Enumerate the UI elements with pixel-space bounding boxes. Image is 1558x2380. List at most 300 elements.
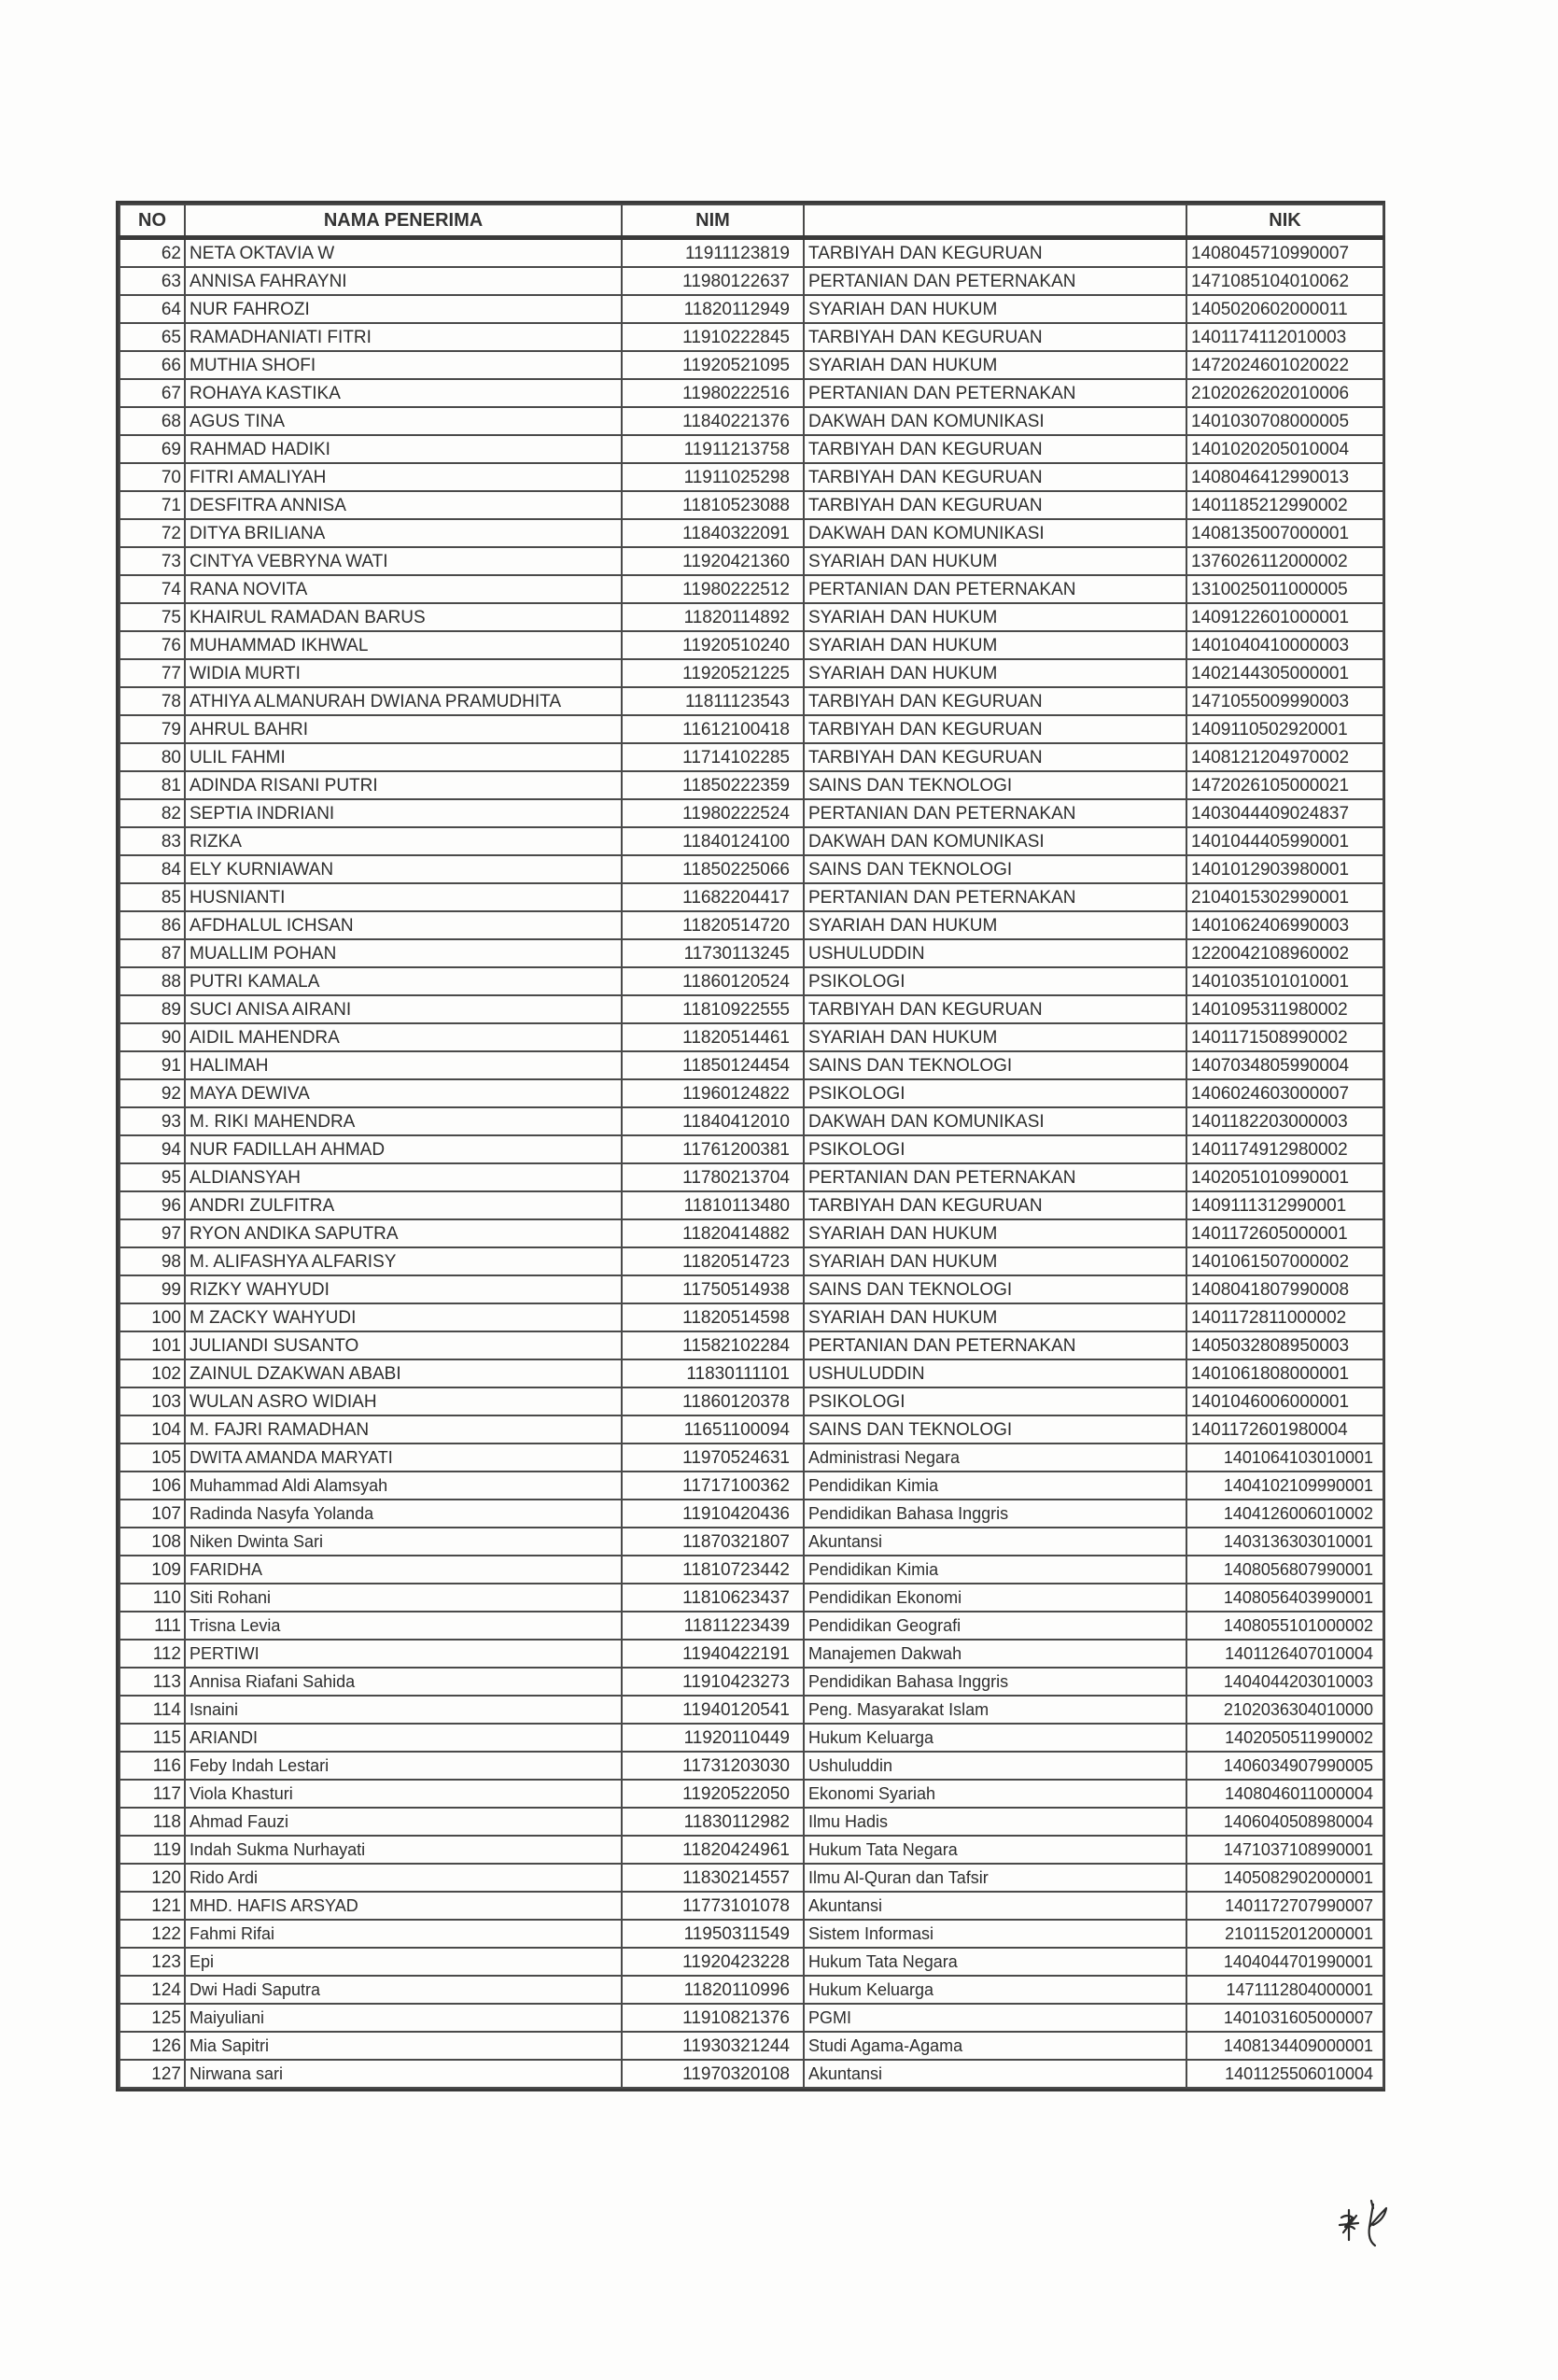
- table-row: [119, 1836, 1383, 1864]
- nim-value: 11761200381: [622, 1135, 804, 1163]
- table-row: [119, 743, 1383, 771]
- nim-value: 11910222845: [622, 323, 804, 351]
- nim-value: 11920421360: [622, 547, 804, 575]
- faculty-value: PERTANIAN DAN PETERNAKAN: [804, 575, 1186, 603]
- recipient-name: Muhammad Aldi Alamsyah: [185, 1472, 622, 1500]
- nik-value: 1401062406990003: [1186, 911, 1383, 939]
- nik-value: 1401040410000003: [1186, 631, 1383, 659]
- table-row: [119, 603, 1383, 631]
- row-no: 100: [119, 1303, 185, 1331]
- table-row: [119, 1528, 1383, 1556]
- nik-value: 1406040508980004: [1186, 1808, 1383, 1836]
- nim-value: 11820414882: [622, 1219, 804, 1247]
- nim-value: 11820424961: [622, 1836, 804, 1864]
- nik-value: 1405082902000001: [1186, 1864, 1383, 1892]
- row-no: 64: [119, 295, 185, 323]
- recipient-name: MUTHIA SHOFI: [185, 351, 622, 379]
- row-no: 109: [119, 1556, 185, 1584]
- row-no: 107: [119, 1500, 185, 1528]
- nim-value: 11714102285: [622, 743, 804, 771]
- recipient-name: ULIL FAHMI: [185, 743, 622, 771]
- nim-value: 11930321244: [622, 2032, 804, 2060]
- header-no: NO: [119, 204, 185, 238]
- nim-value: 11860120378: [622, 1387, 804, 1415]
- nik-value: 1408055101000002: [1186, 1612, 1383, 1640]
- table-body: [119, 238, 1383, 2089]
- table-row: [119, 491, 1383, 519]
- table-row: [119, 1472, 1383, 1500]
- table-row: [119, 1219, 1383, 1247]
- nik-value: 1401174112010003: [1186, 323, 1383, 351]
- nik-value: 2104015302990001: [1186, 883, 1383, 911]
- table-row: [119, 995, 1383, 1023]
- row-no: 79: [119, 715, 185, 743]
- nim-value: 11920522050: [622, 1780, 804, 1808]
- table-row: [119, 1892, 1383, 1920]
- nik-value: 1401171508990002: [1186, 1023, 1383, 1051]
- nik-value: 1409122601000001: [1186, 603, 1383, 631]
- nik-value: 1376026112000002: [1186, 547, 1383, 575]
- table-row: [119, 323, 1383, 351]
- row-no: 89: [119, 995, 185, 1023]
- nik-value: 1401061808000001: [1186, 1359, 1383, 1387]
- faculty-value: Akuntansi: [804, 1528, 1186, 1556]
- nim-value: 11820514598: [622, 1303, 804, 1331]
- row-no: 125: [119, 2004, 185, 2032]
- recipient-name: M ZACKY WAHYUDI: [185, 1303, 622, 1331]
- faculty-value: SYARIAH DAN HUKUM: [804, 547, 1186, 575]
- faculty-value: SYARIAH DAN HUKUM: [804, 1303, 1186, 1331]
- row-no: 69: [119, 435, 185, 463]
- nik-value: 1405020602000011: [1186, 295, 1383, 323]
- faculty-value: SYARIAH DAN HUKUM: [804, 631, 1186, 659]
- faculty-value: Administrasi Negara: [804, 1443, 1186, 1472]
- row-no: 124: [119, 1976, 185, 2004]
- nim-value: 11840124100: [622, 827, 804, 855]
- table-row: [119, 1808, 1383, 1836]
- faculty-value: Pendidikan Bahasa Inggris: [804, 1500, 1186, 1528]
- header-nim: NIM: [622, 204, 804, 238]
- row-no: 123: [119, 1948, 185, 1976]
- nim-value: 11920110449: [622, 1724, 804, 1752]
- recipient-name: Radinda Nasyfa Yolanda: [185, 1500, 622, 1528]
- row-no: 116: [119, 1752, 185, 1780]
- row-no: 94: [119, 1135, 185, 1163]
- table-row: [119, 1556, 1383, 1584]
- nim-value: 11820514723: [622, 1247, 804, 1275]
- faculty-value: SAINS DAN TEKNOLOGI: [804, 855, 1186, 883]
- nim-value: 11810922555: [622, 995, 804, 1023]
- nik-value: 1401174912980002: [1186, 1135, 1383, 1163]
- faculty-value: Ushuluddin: [804, 1752, 1186, 1780]
- recipient-name: NUR FAHROZI: [185, 295, 622, 323]
- faculty-value: TARBIYAH DAN KEGURUAN: [804, 323, 1186, 351]
- faculty-value: SYARIAH DAN HUKUM: [804, 1219, 1186, 1247]
- row-no: 114: [119, 1696, 185, 1724]
- recipient-name: ARIANDI: [185, 1724, 622, 1752]
- recipient-name: Isnaini: [185, 1696, 622, 1724]
- faculty-value: TARBIYAH DAN KEGURUAN: [804, 687, 1186, 715]
- recipient-name: NUR FADILLAH AHMAD: [185, 1135, 622, 1163]
- table-row: [119, 1864, 1383, 1892]
- table-row: [119, 1584, 1383, 1612]
- row-no: 105: [119, 1443, 185, 1472]
- recipient-name: ATHIYA ALMANURAH DWIANA PRAMUDHITA: [185, 687, 622, 715]
- nim-value: 11810623437: [622, 1584, 804, 1612]
- recipient-name: CINTYA VEBRYNA WATI: [185, 547, 622, 575]
- faculty-value: Studi Agama-Agama: [804, 2032, 1186, 2060]
- table-row: [119, 1275, 1383, 1303]
- faculty-value: SYARIAH DAN HUKUM: [804, 1247, 1186, 1275]
- recipient-name: M. FAJRI RAMADHAN: [185, 1415, 622, 1443]
- recipient-name: Trisna Levia: [185, 1612, 622, 1640]
- recipient-name: RANA NOVITA: [185, 575, 622, 603]
- recipient-name: DWITA AMANDA MARYATI: [185, 1443, 622, 1472]
- table-row: [119, 435, 1383, 463]
- table-row: [119, 1387, 1383, 1415]
- nik-value: 1408046412990013: [1186, 463, 1383, 491]
- nik-value: 1404044203010003: [1186, 1668, 1383, 1696]
- nik-value: 1401035101010001: [1186, 967, 1383, 995]
- table-row: [119, 939, 1383, 967]
- nim-value: 11911123819: [622, 238, 804, 268]
- table-row: [119, 1023, 1383, 1051]
- nim-value: 11810723442: [622, 1556, 804, 1584]
- row-no: 86: [119, 911, 185, 939]
- nik-value: 1401095311980002: [1186, 995, 1383, 1023]
- table-row: [119, 1359, 1383, 1387]
- nik-value: 1406034907990005: [1186, 1752, 1383, 1780]
- table-row: [119, 1640, 1383, 1668]
- row-no: 72: [119, 519, 185, 547]
- faculty-value: PERTANIAN DAN PETERNAKAN: [804, 1163, 1186, 1191]
- recipient-name: Maiyuliani: [185, 2004, 622, 2032]
- nim-value: 11850124454: [622, 1051, 804, 1079]
- row-no: 80: [119, 743, 185, 771]
- nik-value: 1402144305000001: [1186, 659, 1383, 687]
- nik-value: 1401126407010004: [1186, 1640, 1383, 1668]
- nim-value: 11910423273: [622, 1668, 804, 1696]
- table-row: [119, 1696, 1383, 1724]
- recipient-name: AGUS TINA: [185, 407, 622, 435]
- table-row: [119, 519, 1383, 547]
- nik-value: 1401172605000001: [1186, 1219, 1383, 1247]
- nik-value: 1310025011000005: [1186, 575, 1383, 603]
- header-faculty: [804, 204, 1186, 238]
- nim-value: 11830111101: [622, 1359, 804, 1387]
- faculty-value: Ilmu Hadis: [804, 1808, 1186, 1836]
- faculty-value: Pendidikan Kimia: [804, 1556, 1186, 1584]
- recipient-name: MUHAMMAD IKHWAL: [185, 631, 622, 659]
- nim-value: 11870321807: [622, 1528, 804, 1556]
- recipient-name: FARIDHA: [185, 1556, 622, 1584]
- nim-value: 11920521225: [622, 659, 804, 687]
- nim-value: 11910420436: [622, 1500, 804, 1528]
- nik-value: 1471085104010062: [1186, 267, 1383, 295]
- nik-value: 1471112804000001: [1186, 1976, 1383, 2004]
- faculty-value: Hukum Keluarga: [804, 1724, 1186, 1752]
- recipient-name: RAMADHANIATI FITRI: [185, 323, 622, 351]
- faculty-value: SYARIAH DAN HUKUM: [804, 351, 1186, 379]
- faculty-value: Akuntansi: [804, 2060, 1186, 2088]
- nim-value: 11920521095: [622, 351, 804, 379]
- row-no: 67: [119, 379, 185, 407]
- recipient-name: PERTIWI: [185, 1640, 622, 1668]
- nim-value: 11911213758: [622, 435, 804, 463]
- nik-value: 1403136303010001: [1186, 1528, 1383, 1556]
- table-row: [119, 1107, 1383, 1135]
- nik-value: 2102026202010006: [1186, 379, 1383, 407]
- nik-value: 1408045710990007: [1186, 238, 1383, 268]
- nik-value: 2101152012000001: [1186, 1920, 1383, 1948]
- faculty-value: DAKWAH DAN KOMUNIKASI: [804, 519, 1186, 547]
- nik-value: 1408056807990001: [1186, 1556, 1383, 1584]
- row-no: 92: [119, 1079, 185, 1107]
- nik-value: 1409110502920001: [1186, 715, 1383, 743]
- nim-value: 11940120541: [622, 1696, 804, 1724]
- table-row: [119, 911, 1383, 939]
- nik-value: 1403044409024837: [1186, 799, 1383, 827]
- faculty-value: TARBIYAH DAN KEGURUAN: [804, 1191, 1186, 1219]
- faculty-value: PERTANIAN DAN PETERNAKAN: [804, 883, 1186, 911]
- recipient-name: Rido Ardi: [185, 1864, 622, 1892]
- faculty-value: USHULUDDIN: [804, 1359, 1186, 1387]
- recipient-name: RIZKY WAHYUDI: [185, 1275, 622, 1303]
- nik-value: 1401185212990002: [1186, 491, 1383, 519]
- faculty-value: SYARIAH DAN HUKUM: [804, 911, 1186, 939]
- row-no: 71: [119, 491, 185, 519]
- nik-value: 1408135007000001: [1186, 519, 1383, 547]
- row-no: 127: [119, 2060, 185, 2088]
- recipient-name: RAHMAD HADIKI: [185, 435, 622, 463]
- nik-value: 1402050511990002: [1186, 1724, 1383, 1752]
- nik-value: 1471037108990001: [1186, 1836, 1383, 1864]
- faculty-value: TARBIYAH DAN KEGURUAN: [804, 743, 1186, 771]
- row-no: 118: [119, 1808, 185, 1836]
- row-no: 102: [119, 1359, 185, 1387]
- nik-value: 1401031605000007: [1186, 2004, 1383, 2032]
- nik-value: 1408121204970002: [1186, 743, 1383, 771]
- nik-value: 1404044701990001: [1186, 1948, 1383, 1976]
- faculty-value: Pendidikan Geografi: [804, 1612, 1186, 1640]
- nim-value: 11970524631: [622, 1443, 804, 1472]
- table-row: [119, 547, 1383, 575]
- row-no: 84: [119, 855, 185, 883]
- nim-value: 11920510240: [622, 631, 804, 659]
- recipient-name: PUTRI KAMALA: [185, 967, 622, 995]
- table-row: [119, 351, 1383, 379]
- row-no: 120: [119, 1864, 185, 1892]
- nim-value: 11840322091: [622, 519, 804, 547]
- row-no: 78: [119, 687, 185, 715]
- nim-value: 11820514720: [622, 911, 804, 939]
- nim-value: 11651100094: [622, 1415, 804, 1443]
- recipient-name: SUCI ANISA AIRANI: [185, 995, 622, 1023]
- table-row: [119, 1443, 1383, 1472]
- recipient-name: ELY KURNIAWAN: [185, 855, 622, 883]
- table-row: [119, 2004, 1383, 2032]
- table-row: [119, 1051, 1383, 1079]
- row-no: 73: [119, 547, 185, 575]
- recipient-name: Annisa Riafani Sahida: [185, 1668, 622, 1696]
- recipient-name: M. ALIFASHYA ALFARISY: [185, 1247, 622, 1275]
- faculty-value: PERTANIAN DAN PETERNAKAN: [804, 1331, 1186, 1359]
- nik-value: 1408134409000001: [1186, 2032, 1383, 2060]
- table-row: [119, 715, 1383, 743]
- nik-value: 1404126006010002: [1186, 1500, 1383, 1528]
- faculty-value: Sistem Informasi: [804, 1920, 1186, 1948]
- nik-value: 1401125506010004: [1186, 2060, 1383, 2088]
- nik-value: 1401172601980004: [1186, 1415, 1383, 1443]
- recipient-name: AFDHALUL ICHSAN: [185, 911, 622, 939]
- row-no: 111: [119, 1612, 185, 1640]
- recipient-name: AIDIL MAHENDRA: [185, 1023, 622, 1051]
- table-row: [119, 463, 1383, 491]
- nik-value: 1471055009990003: [1186, 687, 1383, 715]
- row-no: 115: [119, 1724, 185, 1752]
- faculty-value: TARBIYAH DAN KEGURUAN: [804, 995, 1186, 1023]
- nim-value: 11840221376: [622, 407, 804, 435]
- faculty-value: SAINS DAN TEKNOLOGI: [804, 771, 1186, 799]
- row-no: 121: [119, 1892, 185, 1920]
- row-no: 106: [119, 1472, 185, 1500]
- recipient-name: ROHAYA KASTIKA: [185, 379, 622, 407]
- nim-value: 11850222359: [622, 771, 804, 799]
- nik-value: 1401020205010004: [1186, 435, 1383, 463]
- recipient-name: ALDIANSYAH: [185, 1163, 622, 1191]
- row-no: 119: [119, 1836, 185, 1864]
- nim-value: 11830214557: [622, 1864, 804, 1892]
- recipient-name: M. RIKI MAHENDRA: [185, 1107, 622, 1135]
- faculty-value: TARBIYAH DAN KEGURUAN: [804, 463, 1186, 491]
- table-row: [119, 379, 1383, 407]
- row-no: 96: [119, 1191, 185, 1219]
- header-nik: NIK: [1186, 204, 1383, 238]
- recipient-name: WULAN ASRO WIDIAH: [185, 1387, 622, 1415]
- row-no: 74: [119, 575, 185, 603]
- row-no: 66: [119, 351, 185, 379]
- faculty-value: SYARIAH DAN HUKUM: [804, 603, 1186, 631]
- row-no: 99: [119, 1275, 185, 1303]
- nim-value: 11811223439: [622, 1612, 804, 1640]
- faculty-value: TARBIYAH DAN KEGURUAN: [804, 238, 1186, 268]
- nim-value: 11810113480: [622, 1191, 804, 1219]
- nim-value: 11682204417: [622, 883, 804, 911]
- table-row: [119, 1948, 1383, 1976]
- recipient-table-container: [116, 201, 1385, 2091]
- recipient-name: MAYA DEWIVA: [185, 1079, 622, 1107]
- nim-value: 11980122637: [622, 267, 804, 295]
- row-no: 90: [119, 1023, 185, 1051]
- table-row: [119, 1303, 1383, 1331]
- table-row: [119, 967, 1383, 995]
- recipient-name: SEPTIA INDRIANI: [185, 799, 622, 827]
- row-no: 62: [119, 238, 185, 268]
- nik-value: 1408056403990001: [1186, 1584, 1383, 1612]
- row-no: 126: [119, 2032, 185, 2060]
- recipient-name: Siti Rohani: [185, 1584, 622, 1612]
- faculty-value: Ilmu Al-Quran dan Tafsir: [804, 1864, 1186, 1892]
- faculty-value: Pendidikan Kimia: [804, 1472, 1186, 1500]
- nik-value: 1406024603000007: [1186, 1079, 1383, 1107]
- faculty-value: TARBIYAH DAN KEGURUAN: [804, 715, 1186, 743]
- faculty-value: Pendidikan Bahasa Inggris: [804, 1668, 1186, 1696]
- recipient-name: Ahmad Fauzi: [185, 1808, 622, 1836]
- row-no: 95: [119, 1163, 185, 1191]
- faculty-value: SAINS DAN TEKNOLOGI: [804, 1415, 1186, 1443]
- nik-value: 1401061507000002: [1186, 1247, 1383, 1275]
- nik-value: 1405032808950003: [1186, 1331, 1383, 1359]
- row-no: 122: [119, 1920, 185, 1948]
- faculty-value: SYARIAH DAN HUKUM: [804, 295, 1186, 323]
- recipient-name: KHAIRUL RAMADAN BARUS: [185, 603, 622, 631]
- faculty-value: Pendidikan Ekonomi: [804, 1584, 1186, 1612]
- row-no: 82: [119, 799, 185, 827]
- nim-value: 11731203030: [622, 1752, 804, 1780]
- faculty-value: PERTANIAN DAN PETERNAKAN: [804, 267, 1186, 295]
- table-row: [119, 771, 1383, 799]
- table-row: [119, 2032, 1383, 2060]
- recipient-name: Nirwana sari: [185, 2060, 622, 2088]
- table-row: [119, 659, 1383, 687]
- table-header-row: [119, 204, 1383, 238]
- nim-value: 11910821376: [622, 2004, 804, 2032]
- recipient-name: FITRI AMALIYAH: [185, 463, 622, 491]
- nim-value: 11980222524: [622, 799, 804, 827]
- table-row: [119, 238, 1383, 268]
- faculty-value: Manajemen Dakwah: [804, 1640, 1186, 1668]
- recipient-name: NETA OKTAVIA W: [185, 238, 622, 268]
- recipient-name: Fahmi Rifai: [185, 1920, 622, 1948]
- faculty-value: PSIKOLOGI: [804, 967, 1186, 995]
- nik-value: 1401030708000005: [1186, 407, 1383, 435]
- nim-value: 11960124822: [622, 1079, 804, 1107]
- recipient-name: HALIMAH: [185, 1051, 622, 1079]
- table-row: [119, 1612, 1383, 1640]
- faculty-value: Peng. Masyarakat Islam: [804, 1696, 1186, 1724]
- nim-value: 11810523088: [622, 491, 804, 519]
- row-no: 75: [119, 603, 185, 631]
- nik-value: 1402051010990001: [1186, 1163, 1383, 1191]
- row-no: 83: [119, 827, 185, 855]
- table-row: [119, 1135, 1383, 1163]
- nim-value: 11980222516: [622, 379, 804, 407]
- nim-value: 11860120524: [622, 967, 804, 995]
- faculty-value: DAKWAH DAN KOMUNIKASI: [804, 407, 1186, 435]
- nim-value: 11811123543: [622, 687, 804, 715]
- recipient-name: ADINDA RISANI PUTRI: [185, 771, 622, 799]
- faculty-value: Akuntansi: [804, 1892, 1186, 1920]
- nim-value: 11940422191: [622, 1640, 804, 1668]
- recipient-name: MHD. HAFIS ARSYAD: [185, 1892, 622, 1920]
- table-row: [119, 1920, 1383, 1948]
- table-row: [119, 855, 1383, 883]
- nik-value: 1409111312990001: [1186, 1191, 1383, 1219]
- nim-value: 11582102284: [622, 1331, 804, 1359]
- recipient-name: ANDRI ZULFITRA: [185, 1191, 622, 1219]
- row-no: 76: [119, 631, 185, 659]
- nim-value: 11750514938: [622, 1275, 804, 1303]
- row-no: 88: [119, 967, 185, 995]
- faculty-value: PGMI: [804, 2004, 1186, 2032]
- nim-value: 11970320108: [622, 2060, 804, 2088]
- table-row: [119, 1331, 1383, 1359]
- faculty-value: Hukum Tata Negara: [804, 1836, 1186, 1864]
- faculty-value: Ekonomi Syariah: [804, 1780, 1186, 1808]
- nik-value: 2102036304010000: [1186, 1696, 1383, 1724]
- nik-value: 1401064103010001: [1186, 1443, 1383, 1472]
- nim-value: 11840412010: [622, 1107, 804, 1135]
